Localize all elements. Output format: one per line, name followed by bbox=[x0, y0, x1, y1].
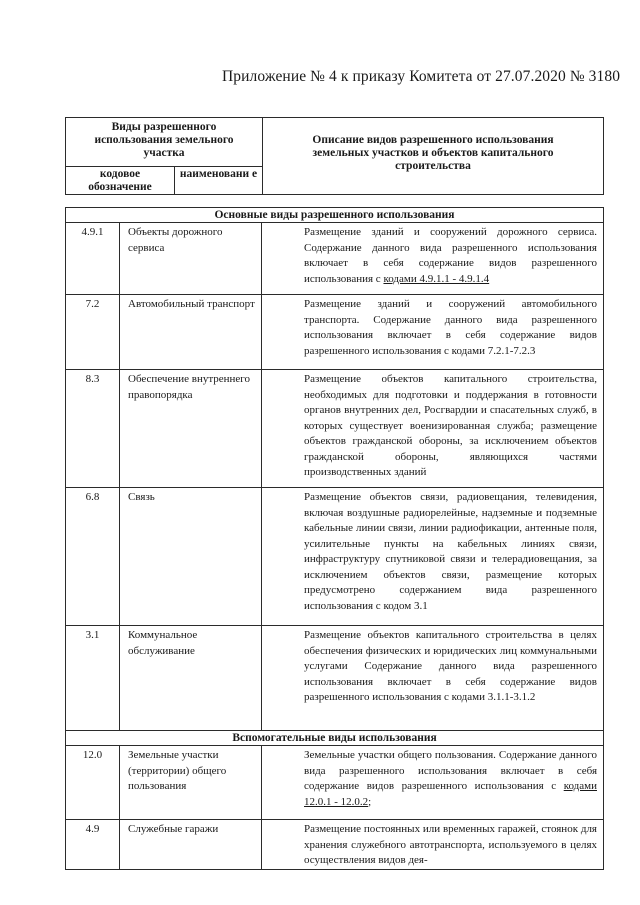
code-link[interactable]: кодами 4.9.1.1 - 4.9.1.4 bbox=[383, 272, 490, 285]
header-permitted-use-group: Виды разрешенного использования земельного участка bbox=[66, 118, 263, 167]
row-description: Размещение постоянных или временных гаражей, стоянок для хранения служебного автотранспорта, используемого в целях осуществления видов дея- bbox=[262, 820, 604, 870]
table-row bbox=[66, 746, 604, 820]
row-name: Обеспечение внутреннего правопорядка bbox=[120, 370, 262, 488]
document-title: Приложение № 4 к приказу Комитета от 27.07.2020 № 3180 bbox=[222, 68, 621, 85]
row-name: Служебные гаражи bbox=[120, 820, 262, 870]
header-code: кодовое обозначение bbox=[66, 167, 175, 195]
row-description: Размещение зданий и сооружений автомобильного транспорта. Содержание данного вида разрешенного использования включает в себя содержание видов разрешенного использования с кодами 7.2.1-7.2.3 bbox=[262, 295, 604, 370]
table-row bbox=[66, 626, 604, 731]
row-code: 3.1 bbox=[66, 626, 120, 731]
code-link[interactable]: кодами 12.0.1 - 12.0.2 bbox=[304, 780, 597, 808]
row-code: 12.0 bbox=[66, 746, 120, 820]
table-header bbox=[65, 117, 604, 195]
row-name: Объекты дорожного сервиса bbox=[120, 223, 262, 295]
row-description: Размещение объектов связи, радиовещания, телевидения, включая воздушные радиорелейные, надземные и подземные кабельные линии связи, линии радиофикации, антенные поля, усилительные пункты на кабельных линиях связи, инфраструктуру спутниковой связи и телерадиовещания, за исключением объектов связи, размещение которых предусмотрено содержанием вида разрешенного использования с кодом 3.1 bbox=[262, 488, 604, 626]
header-name: наименовани е bbox=[175, 167, 263, 195]
table-row bbox=[66, 295, 604, 370]
permitted-use-table bbox=[65, 207, 604, 870]
row-name: Автомобильный транспорт bbox=[120, 295, 262, 370]
table-row bbox=[66, 488, 604, 626]
table-row bbox=[66, 223, 604, 295]
row-name: Связь bbox=[120, 488, 262, 626]
row-name: Земельные участки (территории) общего пользования bbox=[120, 746, 262, 820]
row-code: 8.3 bbox=[66, 370, 120, 488]
row-code: 4.9 bbox=[66, 820, 120, 870]
row-description: Размещение зданий и сооружений дорожного сервиса. Содержание данного вида разрешенного использования включает в себя содержание видов разрешенного использования с кодами 4.9.1.1 - 4.9.1.4 bbox=[262, 223, 604, 295]
row-description: Земельные участки общего пользования. Содержание данного вида разрешенного использования включает в себя содержание видов разрешенного использования с кодами 12.0.1 - 12.0.2; bbox=[262, 746, 604, 820]
section-title-main: Основные виды разрешенного использования bbox=[66, 208, 604, 223]
row-code: 4.9.1 bbox=[66, 223, 120, 295]
row-description: Размещение объектов капитального строительства, необходимых для подготовки и поддержания в готовности органов внутренних дел, Росгвардии и спасательных служб, в которых существует военизированная служба; размещение объектов гражданской обороны, за исключением объектов гражданской обороны, являющихся частями производственных зданий bbox=[262, 370, 604, 488]
table-row bbox=[66, 370, 604, 488]
row-code: 6.8 bbox=[66, 488, 120, 626]
table-row bbox=[66, 820, 604, 870]
row-code: 7.2 bbox=[66, 295, 120, 370]
row-name: Коммунальное обслуживание bbox=[120, 626, 262, 731]
row-description: Размещение объектов капитального строительства в целях обеспечения физических и юридических лиц коммунальными услугами Содержание данного вида разрешенного использования включает в себя содержание видов разрешенного использования с кодами 3.1.1-3.1.2 bbox=[262, 626, 604, 731]
section-title-auxiliary: Вспомогательные виды использования bbox=[66, 731, 604, 746]
header-description: Описание видов разрешенного использования земельных участков и объектов капитального строительства bbox=[263, 118, 604, 195]
